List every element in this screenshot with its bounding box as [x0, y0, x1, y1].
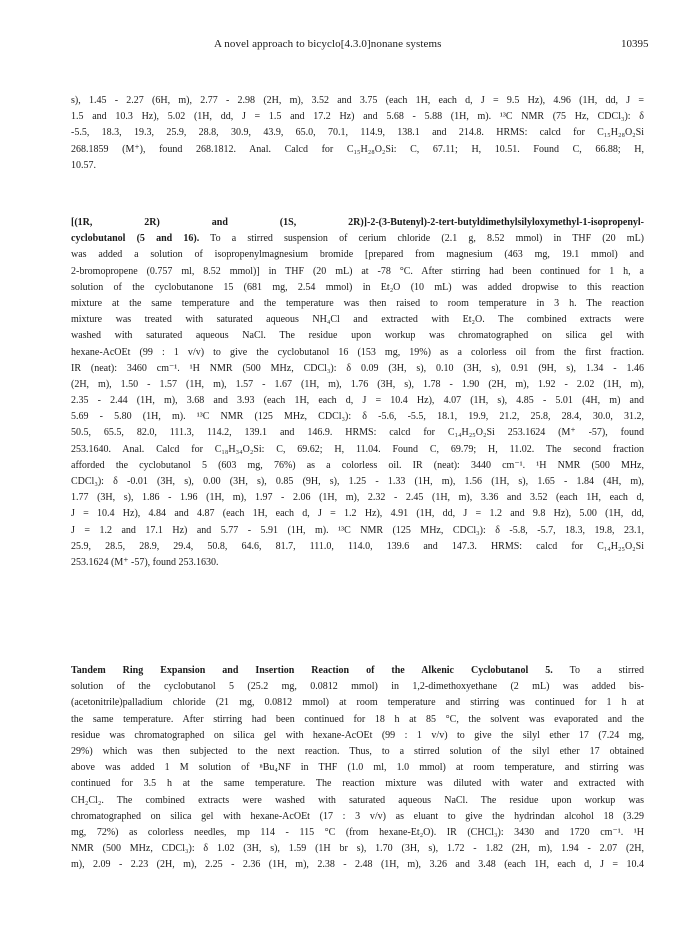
text-line: continued for 3.5 h at the same temperature. The reaction mixture was diluted with water and extracted with — [71, 778, 644, 790]
section-heading: Tandem Ring Expansion and Insertion Reaction of the Alkenic Cyclobutanol 5. — [71, 665, 553, 676]
text-line: 5.69 - 5.80 (1H, m). ¹³C NMR (125 MHz, CDCl₃): δ -5.6, -5.5, 18.1, 19.9, 21.2, 25.8, 28.4, 30.0, 31.2, — [71, 411, 644, 423]
text-line: IR (neat): 3460 cm⁻¹. ¹H NMR (500 MHz, CDCl₃): δ 0.09 (3H, s), 0.10 (3H, s), 0.91 (9H, s), 1.34 - 1.46 — [71, 362, 644, 374]
text-line: 1.77 (3H, s), 1.86 - 1.96 (1H, m), 1.97 - 2.06 (1H, m), 2.32 - 2.45 (1H, m), 3.36 and 3.52 (each 1H, each d, — [71, 492, 644, 504]
running-title: A novel approach to bicyclo[4.3.0]nonane systems — [214, 38, 442, 50]
text-line: mixture was treated with saturated aqueous NH₄Cl and extracted with Et₂O. The combined extracts were — [71, 314, 644, 326]
text-line: was added a solution of isopropenylmagnesium bromide [prepared from magnesium (463 mg, 19.1 mmol) and — [71, 249, 644, 261]
text-line: J = 1.2 and 17.1 Hz) and 5.77 - 5.91 (1H, m). ¹³C NMR (125 MHz, CDCl₃): δ -5.8, -5.7, 18.3, 19.8, 23.1, — [71, 524, 644, 536]
text-line: 25.9, 28.5, 28.9, 29.4, 50.8, 64.6, 81.7, 111.0, 114.0, 139.6 and 147.3. HRMS: calcd for C₁₄H₂₅O₂Si — [71, 540, 644, 552]
text-line: solution of the cyclobutanone 15 (681 mg, 2.54 mmol) in Et₂O (10 mL) was added dropwise to this reaction — [71, 281, 644, 293]
text-line: 50.5, 65.5, 82.0, 111.3, 114.2, 139.1 and 146.9. HRMS: calcd for C₁₄H₂₅O₂Si 253.1624 (M⁺ -57), found — [71, 427, 644, 439]
text-line: 10.57. — [71, 159, 96, 171]
paragraph-characterization-continued — [71, 93, 644, 174]
text-line: To a stirred suspension of cerium chloride (2.1 g, 8.52 mmol) in THF (20 mL) — [199, 233, 644, 245]
text-line: J = 10.4 Hz), 4.84 and 4.87 (each 1H, each d, J = 1.2 Hz), 4.91 (1H, dd, J = 1.2 and 9.8 Hz), 5.00 (1H, dd, — [71, 508, 644, 520]
paragraph-tandem-reaction — [71, 663, 644, 873]
text-line: 1.5 and 10.3 Hz), 5.02 (1H, dd, J = 1.5 and 17.2 Hz) and 5.68 - 5.88 (1H, m). ¹³C NMR (75 Hz, CDCl₃): δ — [71, 111, 644, 123]
text-line: s), 1.45 - 2.27 (6H, m), 2.77 - 2.98 (2H, m), 3.52 and 3.75 (each 1H, each d, J = 9.5 Hz), 4.96 (1H, dd, J = — [71, 95, 644, 106]
text-line: (2H, m), 1.50 - 1.57 (1H, m), 1.57 - 1.67 (1H, m), 1.76 (3H, s), 1.78 - 1.90 (2H, m), 1.92 - 2.02 (1H, m), — [71, 378, 644, 390]
text-line: -5.5, 18.3, 19.3, 25.9, 28.8, 30.9, 43.9, 65.0, 70.1, 114.9, 138.1 and 214.8. HRMS: calcd for C₁₅H₂₈O₂Si — [71, 127, 644, 139]
text-line: 29%) which was then subjected to the next reaction. Thus, to a stirred solution of the silyl ether 17 obtained — [71, 745, 644, 757]
text-line: m), 2.09 - 2.23 (2H, m), 2.25 - 2.36 (1H, m), 2.38 - 2.48 (1H, m), 3.26 and 3.48 (each 1H, each d, J = 10.4 — [71, 859, 644, 871]
text-line: 253.1640. Anal. Calcd for C₁₈H₃₄O₂Si: C, 69.62; H, 11.04. Found C, 69.79; H, 11.02. The second fraction — [71, 443, 644, 455]
text-line: mixture at the same temperature and the temperature was then raised to room temperature in 3 h. The reaction — [71, 297, 644, 309]
text-line: 268.1859 (M⁺), found 268.1812. Anal. Calcd for C₁₅H₂₈O₂Si: C, 67.11; H, 10.51. Found C, 66.88; H, — [71, 143, 644, 155]
section-heading-cont: cyclobutanol (5 and 16). — [71, 233, 200, 245]
text-line: washed with saturated aqueous NaCl. The residue upon workup was chromatographed on silica gel with — [71, 330, 644, 342]
text-line: hexane-AcOEt (99 : 1 v/v) to give the cyclobutanol 16 (153 mg, 19%) as a colorless oil from the first fraction. — [71, 346, 644, 358]
text-line: residue was chromatographed on silica gel with hexane-AcOEt (99 : 1 v/v) to give the silyl ether 17 (7.24 mg, — [71, 729, 644, 741]
page-number: 10395 — [621, 38, 649, 50]
text-line: the same temperature. After stirring had been continued for 18 h at 85 °C, the solvent was evaporated and the — [71, 713, 644, 725]
text-line: 2-bromopropene (0.757 ml, 8.52 mmol)] in THF (20 mL) at -78 °C. After stirring had been continued for 1 h, a — [71, 265, 644, 277]
section-heading: [(1R, 2R) and (1S, 2R)]-2-(3-Butenyl)-2-tert-butyldimethylsilyloxymethyl-1-isopropenyl- — [71, 217, 644, 228]
text-line: mg, 72%) as colorless needles, mp 114 - 115 °C (from hexane-Et₂O). IR (CHCl₃): 3430 and 1720 cm⁻¹. ¹H — [71, 826, 644, 838]
text-line: above was added 1 M solution of ⁿBu₄NF in THF (1.0 ml, 1.0 mmol) at room temperature, and stirring was — [71, 762, 644, 774]
text-line: 253.1624 (M⁺ -57), found 253.1630. — [71, 556, 219, 568]
text-line: CH₂Cl₂. The combined extracts were washed with saturated aqueous NaCl. The residue upon workup was — [71, 794, 644, 806]
text-line: 2.35 - 2.44 (1H, m), 3.68 and 3.93 (each 1H, each d, J = 10.4 Hz), 4.07 (1H, s), 4.85 - 5.01 (4H, m) and — [71, 395, 644, 407]
text-line: afforded the cyclobutanol 5 (603 mg, 76%) as a colorless oil. IR (neat): 3440 cm⁻¹. ¹H NMR (500 MHz, — [71, 459, 644, 471]
text-line: chromatographed on silica gel with hexane-AcOEt (17 : 3 v/v) as eluant to give the hydrindan alcohol 18 (3.29 — [71, 810, 644, 822]
text-line: CDCl₃): δ -0.01 (3H, s), 0.00 (3H, s), 0.85 (9H, s), 1.25 - 1.33 (1H, m), 1.56 (1H, s), 1.65 - 1.84 (4H, m), — [71, 476, 644, 487]
text-line: solution of the cyclobutanol 5 (25.2 mg, 0.0812 mmol) in 1,2-dimethoxyethane (2 mL) was added bis- — [71, 681, 644, 693]
text-line: (acetonitrile)palladium chloride (21 mg, 0.0812 mmol) at room temperature and stirring was continued for 1 h at — [71, 697, 644, 709]
paragraph-cyclobutanol-synthesis — [71, 215, 644, 571]
text-line: To a stirred — [552, 665, 644, 676]
text-line: NMR (500 MHz, CDCl₃): δ 1.02 (3H, s), 1.59 (1H br s), 1.70 (3H, s), 1.72 - 1.82 (2H, m), 1.94 - 2.07 (2H, — [71, 843, 644, 855]
